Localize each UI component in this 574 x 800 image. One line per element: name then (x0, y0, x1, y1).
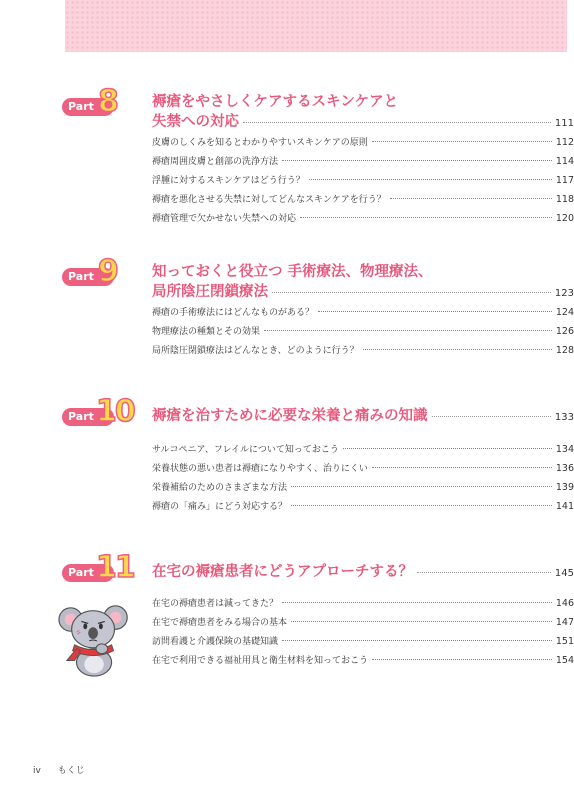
part-title-page: 145 (554, 568, 574, 579)
header-decoration-band (65, 0, 567, 52)
part-number: 9 (98, 254, 117, 289)
toc-entry[interactable] (152, 480, 574, 499)
page-footer (33, 763, 99, 776)
toc-entry[interactable] (152, 173, 574, 192)
leader-dots (372, 659, 552, 660)
toc-entry-text: 在宅で褥瘡患者をみる場合の基本 (152, 618, 288, 628)
toc-entry-page: 154 (555, 655, 574, 666)
part-title-page: 133 (554, 412, 574, 423)
toc-entry-page: 139 (555, 482, 574, 493)
part-number: 10 (96, 394, 134, 429)
toc-entry-text: 栄養補給のためのさまざまな方法 (152, 483, 288, 493)
part-number: 8 (98, 84, 117, 119)
toc-entry-text: 浮腫に対するスキンケアはどう行う？ (152, 176, 305, 186)
leader-dots (291, 486, 552, 487)
leader-dots (282, 160, 552, 161)
part-badge (62, 394, 134, 434)
toc-entry-page: 117 (555, 175, 574, 186)
toc-entry[interactable] (152, 211, 574, 230)
part-badge (62, 84, 134, 124)
toc-entry-text: 褥瘡の手術療法にはどんなものがある？ (152, 308, 315, 318)
part-title-line1: 褥瘡をやさしくケアするスキンケアと (152, 94, 399, 110)
toc-entry-page: 141 (555, 501, 574, 512)
leader-dots (300, 217, 552, 218)
toc-entry-page: 151 (555, 636, 574, 647)
part-title-page: 123 (554, 288, 574, 299)
part-title-line: 褥瘡を治すために必要な栄養と痛みの知識 (152, 408, 428, 424)
part-9-section (62, 254, 574, 370)
toc-entry-text: 在宅で利用できる福祉用具と衛生材料を知っておこう (152, 656, 369, 666)
part-8-section (62, 84, 574, 230)
part-title-line2: 局所陰圧閉鎖療法 (152, 284, 268, 300)
toc-entry[interactable] (152, 135, 574, 154)
toc-entry[interactable] (152, 305, 574, 324)
toc-entry[interactable] (152, 615, 574, 634)
toc-entry[interactable] (152, 442, 574, 461)
toc-entry-page: 126 (555, 326, 574, 337)
part-title[interactable] (152, 262, 574, 304)
toc-entry-text: 皮膚のしくみを知るとわかりやすいスキンケアの原則 (152, 138, 368, 148)
leader-dots (363, 349, 552, 350)
part-badge (62, 550, 134, 590)
toc-entry[interactable] (152, 596, 574, 615)
part-label: Part (62, 268, 114, 286)
toc-entry[interactable] (152, 343, 574, 362)
toc-entry[interactable] (152, 653, 574, 672)
toc-entry-text: 在宅の褥瘡患者は減ってきた？ (152, 599, 279, 609)
toc-entries (152, 596, 574, 672)
toc-entry-text: 褥瘡周囲皮膚と創部の洗浄方法 (152, 157, 279, 167)
toc-entry-page: 124 (555, 307, 574, 318)
part-badge (62, 254, 134, 294)
leader-dots (372, 141, 552, 142)
toc-entry-page: 147 (555, 617, 574, 628)
toc-entries (152, 442, 574, 518)
leader-dots (264, 330, 552, 331)
leader-dots (282, 602, 552, 603)
toc-entry[interactable] (152, 154, 574, 173)
toc-entry-page: 112 (555, 137, 574, 148)
koala-mascot-illustration (57, 600, 135, 678)
toc-entry-text: 褥瘡管理で欠かせない失禁への対応 (152, 214, 297, 224)
part-title-line1: 知っておくと役立つ 手術療法、物理療法、 (152, 264, 433, 280)
part-label: Part (62, 564, 114, 582)
toc-entry-text: 褥瘡を悪化させる失禁に対してどんなスキンケアを行う？ (152, 195, 386, 205)
toc-entry[interactable] (152, 461, 574, 480)
toc-entries (152, 135, 574, 230)
part-title-page: 111 (554, 118, 574, 129)
leader-dots (318, 311, 552, 312)
toc-entry-page: 136 (555, 463, 574, 474)
leader-dots (390, 198, 552, 199)
leader-dots (432, 416, 551, 417)
part-10-section (62, 394, 574, 520)
leader-dots (291, 621, 552, 622)
toc-entries (152, 305, 574, 362)
leader-dots (272, 292, 551, 293)
toc-entry-page: 134 (555, 444, 574, 455)
part-title-line: 在宅の褥瘡患者にどうアプローチする？ (152, 564, 413, 580)
toc-entry[interactable] (152, 192, 574, 211)
toc-entry-page: 114 (555, 156, 574, 167)
toc-entry[interactable] (152, 634, 574, 653)
toc-entry-page: 120 (555, 213, 574, 224)
leader-dots (243, 122, 551, 123)
toc-entry-text: 物理療法の種類とその効果 (152, 327, 261, 337)
toc-entry-text: 局所陰圧閉鎖療法はどんなとき、どのように行う？ (152, 346, 359, 356)
footer-page-number: iv (33, 766, 41, 776)
part-title[interactable] (152, 406, 574, 428)
leader-dots (417, 572, 551, 573)
leader-dots (343, 448, 552, 449)
part-title-line2: 失禁への対応 (152, 114, 239, 130)
toc-entry-page: 118 (555, 194, 574, 205)
toc-entry-text: 訪問看護と介護保険の基礎知識 (152, 637, 279, 647)
leader-dots (372, 467, 552, 468)
toc-entry-text: 褥瘡の「痛み」にどう対応する？ (152, 502, 288, 512)
toc-entry-page: 128 (555, 345, 574, 356)
toc-entry-text: サルコペニア、フレイルについて知っておこう (152, 445, 339, 455)
toc-entry[interactable] (152, 324, 574, 343)
toc-entry-page: 146 (555, 598, 574, 609)
part-label: Part (62, 408, 114, 426)
leader-dots (309, 179, 552, 180)
leader-dots (282, 640, 552, 641)
toc-entry[interactable] (152, 499, 574, 518)
part-number: 11 (96, 550, 134, 585)
toc-entry-text: 栄養状態の悪い患者は褥瘡になりやすく、治りにくい (152, 464, 368, 474)
leader-dots (291, 505, 552, 506)
footer-section-label: もくじ (57, 766, 85, 776)
part-title[interactable] (152, 92, 574, 134)
part-title[interactable] (152, 562, 574, 584)
part-label: Part (62, 98, 114, 116)
